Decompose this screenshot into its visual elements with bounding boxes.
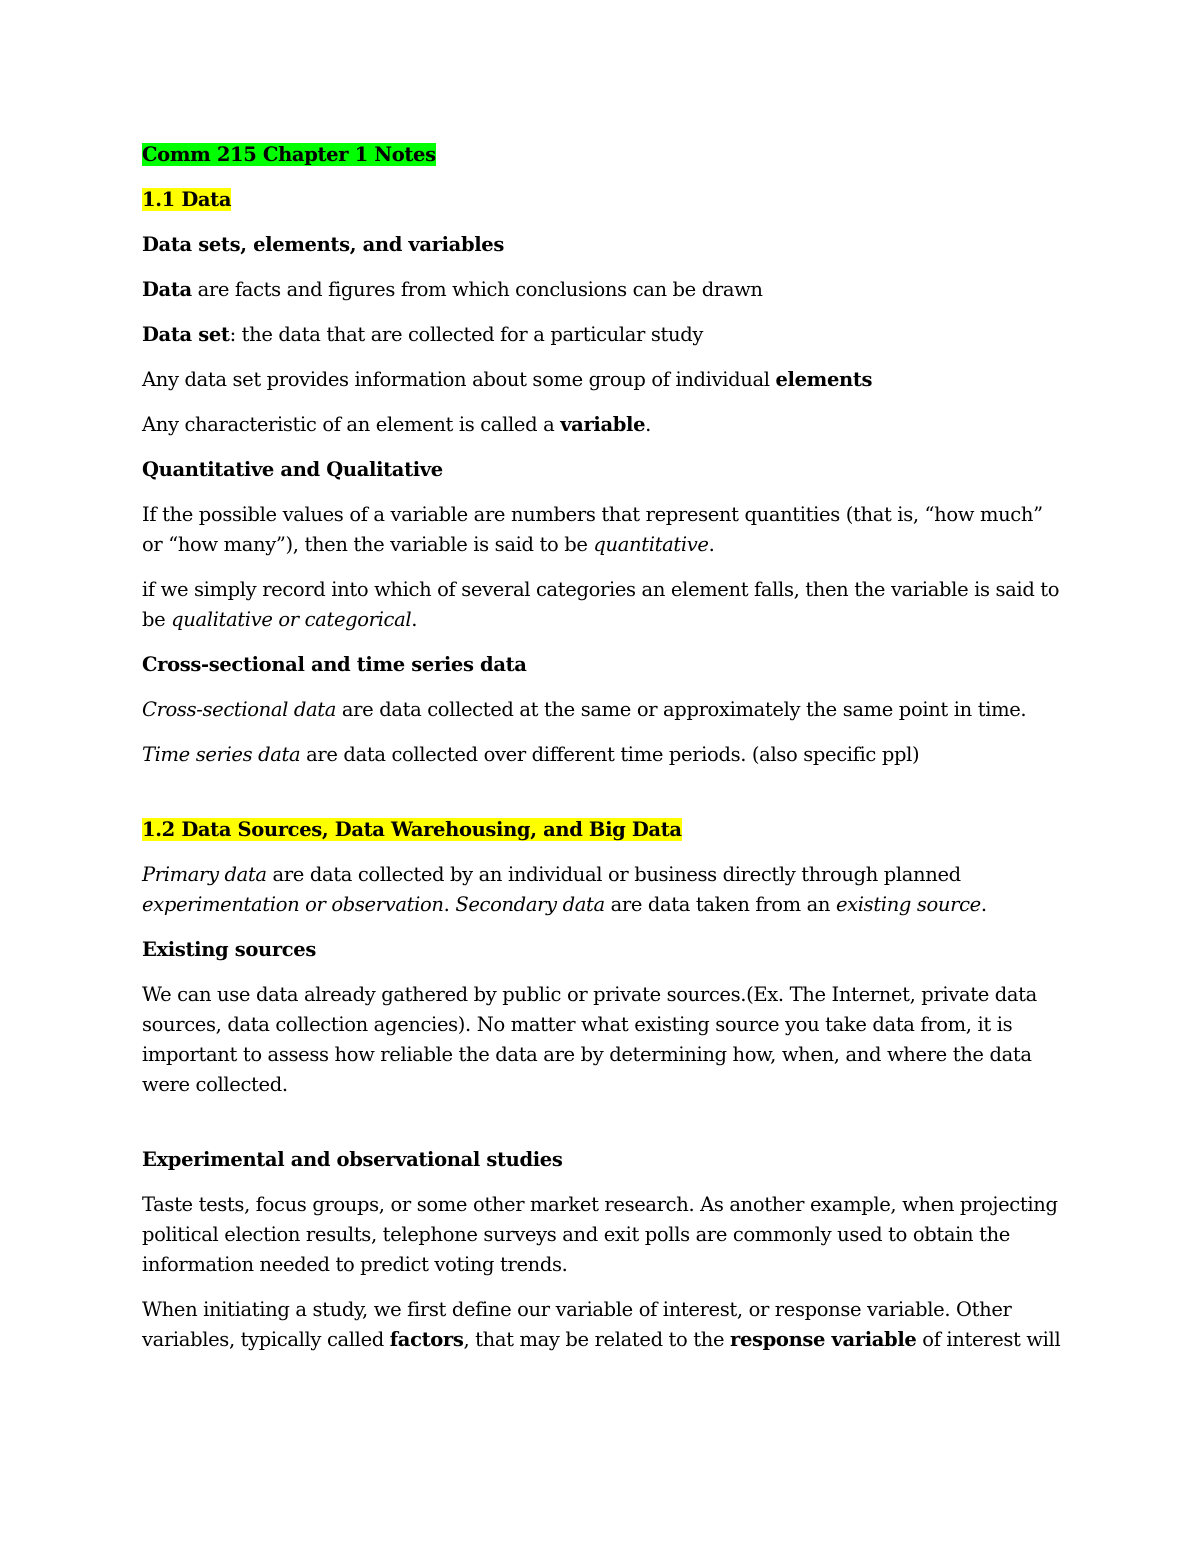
section2-heading: 1.2 Data Sources, Data Warehousing, and Big Data (142, 818, 682, 841)
primary-methods: experimentation or observation (142, 893, 444, 916)
elements-term: elements (775, 368, 873, 391)
factors-term: factors (389, 1328, 464, 1351)
sub2-heading: Quantitative and Qualitative (142, 458, 443, 481)
elements-text: Any data set provides information about some group of individual (142, 368, 776, 391)
data-term: Data (142, 278, 192, 301)
primary-secondary-paragraph (142, 860, 1062, 920)
qual-term: qualitative or categorical (171, 608, 412, 631)
sub3-heading: Cross-sectional and time series data (142, 653, 527, 676)
primary-text: are data collected by an individual or business directly through planned (266, 863, 961, 886)
variable-text: Any characteristic of an element is called a (142, 413, 561, 436)
time-term: Time series data (142, 743, 301, 766)
secondary-term: Secondary data (455, 893, 605, 916)
quant-text: If the possible values of a variable are numbers that represent quantities (that is, “how much” or “how many”), then the variable is said to be (142, 503, 1043, 556)
secondary-text: are data taken from an (604, 893, 836, 916)
response-text1: When initiating a study, we first define our variable of interest, or response variable. Other variables, typically called (142, 1298, 1012, 1351)
qualitative-paragraph (142, 575, 1062, 635)
existing-paragraph: We can use data already gathered by public or private sources.(Ex. The Internet, private data sources, data collection agencies). No matter what existing source you take data from, it is important to assess how reliable the data are by determining how, when, and where the data were collected. (142, 983, 1037, 1096)
time-series-paragraph (142, 740, 1062, 770)
document-body (142, 140, 1062, 1370)
dataset-term: Data set (142, 323, 230, 346)
section2-heading-line (142, 815, 1062, 845)
studies-heading: Experimental and observational studies (142, 1148, 563, 1171)
response-term: response variable (730, 1328, 917, 1351)
quantitative-paragraph (142, 500, 1062, 560)
quant-end: . (708, 533, 715, 556)
spacer (142, 1115, 1062, 1145)
variable-end: . (645, 413, 651, 436)
section1-heading-line (142, 185, 1062, 215)
section1-heading: 1.1 Data (142, 188, 232, 211)
secondary-source: existing source (835, 893, 981, 916)
variable-term: variable (560, 413, 646, 436)
doc-title: Comm 215 Chapter 1 Notes (142, 143, 436, 166)
response-text3: of interest will (916, 1328, 1061, 1351)
qual-text: if we simply record into which of several categories an element falls, then the variable is said to be (142, 578, 1060, 631)
response-paragraph (142, 1295, 1062, 1355)
doc-title-line (142, 140, 1062, 170)
data-definition (142, 275, 1062, 305)
dataset-text: : the data that are collected for a particular study (229, 323, 704, 346)
variable-definition (142, 410, 1062, 440)
existing-heading: Existing sources (142, 938, 316, 961)
data-text: are facts and figures from which conclusions can be drawn (191, 278, 763, 301)
studies-paragraph: Taste tests, focus groups, or some other market research. As another example, when projecting political election results, telephone surveys and exit polls are commonly used to obtain the information needed to predict voting trends. (142, 1193, 1058, 1276)
primary-sep: . (443, 893, 456, 916)
secondary-end: . (980, 893, 987, 916)
cross-text: are data collected at the same or approximately the same point in time. (336, 698, 1027, 721)
cross-term: Cross-sectional data (142, 698, 337, 721)
dataset-definition (142, 320, 1062, 350)
primary-term: Primary data (142, 863, 267, 886)
time-text: are data collected over different time periods. (also specific ppl) (300, 743, 920, 766)
spacer (142, 785, 1062, 815)
elements-definition (142, 365, 1062, 395)
sub1-heading: Data sets, elements, and variables (142, 233, 504, 256)
cross-sectional-paragraph (142, 695, 1062, 725)
response-text2: , that may be related to the (463, 1328, 731, 1351)
quant-term: quantitative (593, 533, 709, 556)
qual-end: . (411, 608, 418, 631)
